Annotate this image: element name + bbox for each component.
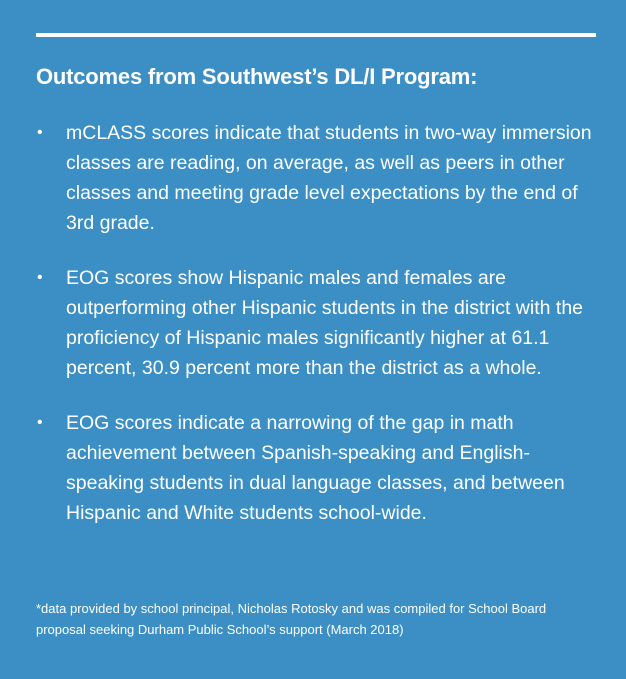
- bullet-icon: •: [37, 269, 43, 286]
- list-item: [36, 408, 596, 528]
- top-divider: [36, 33, 596, 37]
- bullet-icon: •: [37, 414, 43, 431]
- bullet-icon: •: [37, 124, 43, 141]
- outcome-text: EOG scores indicate a narrowing of the gap in math achievement between Spanish-speaking and English-speaking students in dual language classes, and between Hispanic and White students school-wide.: [66, 412, 565, 524]
- outcome-text: EOG scores show Hispanic males and females are outperforming other Hispanic students in the district with the proficiency of Hispanic males significantly higher at 61.1 percent, 30.9 percent more than the district as a whole.: [66, 267, 584, 379]
- outcomes-list: [36, 118, 596, 553]
- outcome-text: mCLASS scores indicate that students in two-way immersion classes are reading, on average, as well as peers in other classes and meeting grade level expectations by the end of 3rd grade.: [66, 122, 592, 234]
- data-source-footnote: *data provided by school principal, Nicholas Rotosky and was compiled for School Board proposal seeking Durham Public School’s support (March 2018): [36, 601, 547, 637]
- list-item: [36, 118, 596, 238]
- panel-title: Outcomes from Southwest’s DL/I Program:: [36, 64, 478, 89]
- list-item: [36, 263, 596, 383]
